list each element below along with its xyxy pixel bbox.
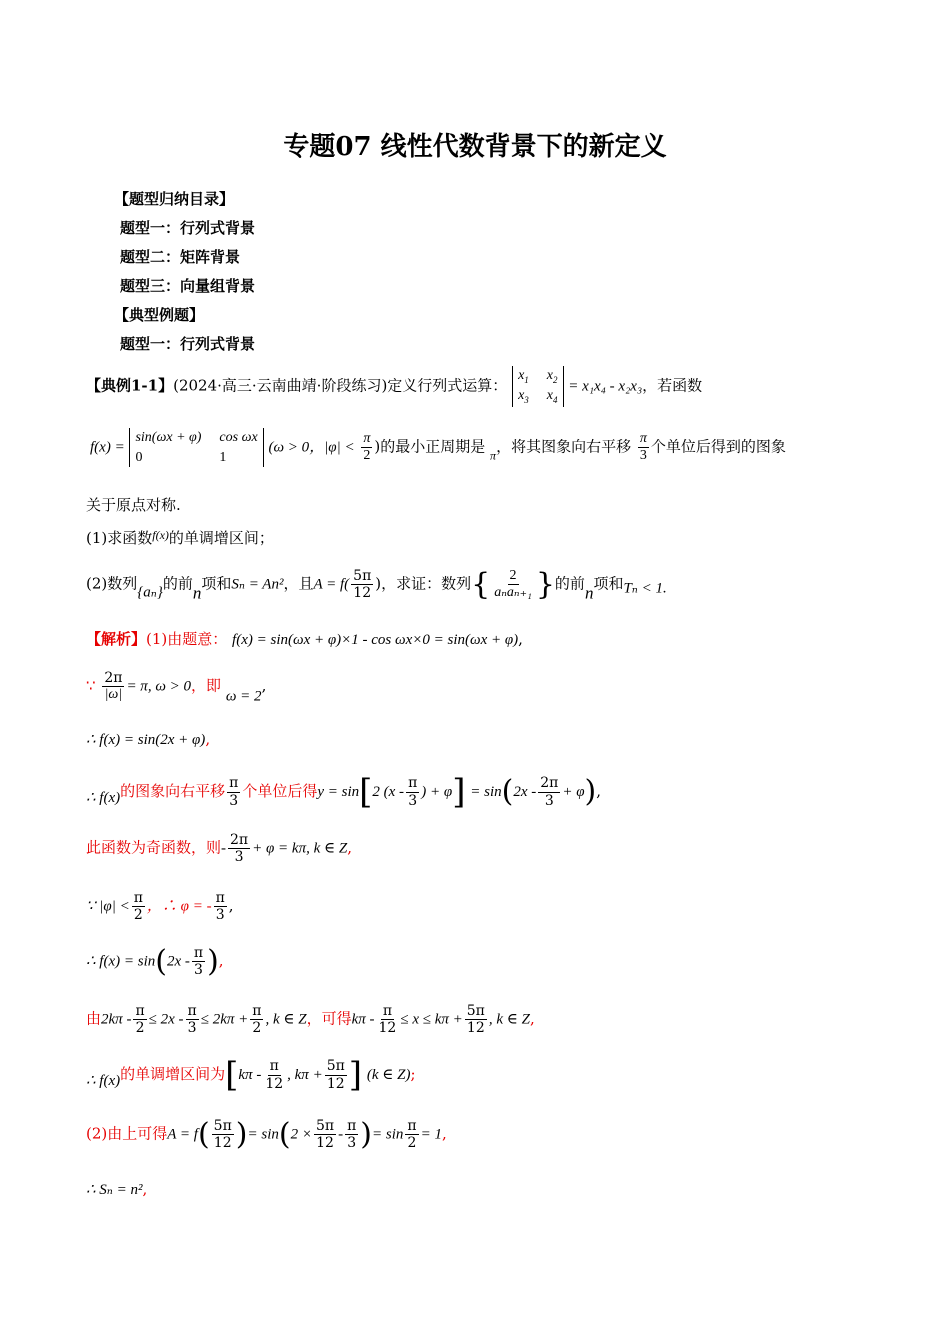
problem-line-1 — [86, 366, 702, 407]
solution-line-10: (2)由上可得A = f( $\frac{5\pi}{12}$ )= sin(2 × $\frac{5\pi}{12}$ - $\frac{\pi}{3}$ )= sin $\frac{\pi}{2}$ = 1, — [86, 1116, 447, 1152]
solution-line-5: 此函数为奇函数，则- $\frac{2\pi}{3}$ + φ = kπ, k ∈ Z, — [86, 832, 352, 866]
solution-line-1: 【解析】(1)由题意： f(x) = sin(ωx + φ)×1 - cos ωx×0 = sin(ωx + φ), — [86, 630, 523, 648]
section-heading: 题型一：行列式背景 — [120, 335, 256, 353]
sequence-fraction: $\frac{2}{\text{aₙaₙ₊₁}}$ — [494, 568, 532, 601]
toc-item-3: 题型三：向量组背景 — [120, 277, 256, 295]
period-value: π — [490, 448, 497, 463]
fx-determinant — [129, 428, 263, 467]
question-2: (2)数列{aₙ}的前n项和Sₙ = An²，且A = f( $\frac{5\pi}{12}$ )，求证：数列{ $\frac{2}{\text{aₙaₙ₊₁}}$ }的前n项和Tₙ < 1. — [86, 566, 667, 603]
question-1: (1)求函数$^{f(x)}$的单调增区间； — [86, 528, 274, 547]
solution-line-4: ∴ f(x)的图象向右平移 $\frac{\pi}{3}$ 个单位后得y = sin[2 (x - $\frac{\pi}{3}$ ) + φ] = sin(2x - $\frac{2\pi}{3}$ + φ), — [86, 772, 602, 812]
solution-line-6: ∵ |φ| < $\frac{\pi}{2}$ ，∴ φ = - $\frac{\pi}{3}$ , — [86, 890, 234, 924]
solution-label: 【解析】 — [86, 630, 147, 648]
five-pi-twelfth-fraction: $\frac{5\pi}{12}$ — [353, 568, 372, 602]
solution-line-9: ∴ f(x)的单调增区间为[kπ - $\frac{\pi}{12}$ , kπ + $\frac{5\pi}{12}$ ] (k ∈ Z); — [86, 1055, 416, 1095]
problem-line-2 — [90, 428, 786, 467]
solution-line-8: 由2kπ - $\frac{\pi}{2}$ ≤ 2x - $\frac{\pi}{3}$ ≤ 2kπ + $\frac{\pi}{2}$ , k ∈ Z，可得kπ - $\frac{\pi}{12}$ ≤ x ≤ kπ + $\frac{5\pi}{12}$ , k ∈ Z, — [86, 1003, 535, 1037]
det-cell-1: sin(ωx + φ) — [135, 430, 202, 445]
shift-tail: 个单位后得到的图象 — [650, 437, 786, 456]
toc-header: 【题型归纳目录】 — [114, 190, 235, 208]
toc-item-1: 题型一：行列式背景 — [120, 219, 256, 237]
solution-line-7: ∴ f(x) = sin(2x - $\frac{\pi}{3}$ ), — [86, 943, 224, 979]
det-cell-4: 1 — [219, 449, 227, 465]
shift-text: ，将其图象向右平移 — [496, 437, 632, 456]
det-definition: $x_1$ $x_2$ $x_3$ $x_4$ — [512, 366, 563, 407]
period-text: )的最小正周期是 — [374, 437, 486, 456]
condition-phi: ，|φ| < — [309, 439, 355, 456]
condition-omega: (ω > 0 — [268, 439, 310, 456]
solution-line-2: ∵ $\frac{2\pi}{|\omega|}$ = π, ω > 0，即 ω = 2, — [86, 670, 267, 705]
page-title: 专题07 线性代数背景下的新定义 — [283, 132, 667, 162]
problem-source: (2024·高三·云南曲靖·阶段练习)定义行列式运算： — [173, 376, 508, 395]
solution-line-3: ∴ f(x) = sin(2x + φ), — [86, 730, 211, 748]
example-header: 【典型例题】 — [114, 306, 205, 324]
if-function-text: ，若函数 — [642, 376, 703, 395]
pi-third-fraction: $\frac{\pi}{3}$ — [639, 431, 647, 464]
problem-label: 【典例1-1】 — [86, 376, 174, 395]
problem-line-3: 关于原点对称. — [86, 496, 181, 514]
fx-lhs: f(x) = — [90, 439, 125, 456]
det-cell-2: cos ωx — [219, 430, 258, 445]
solution-line-11: ∴ Sₙ = n², — [86, 1180, 148, 1198]
pi-half-fraction: $\frac{\pi}{2}$ — [363, 431, 371, 464]
det-cell-3: 0 — [135, 449, 143, 465]
toc-item-2: 题型二：矩阵背景 — [120, 248, 241, 266]
det-definition-rhs: = x₁x₄ - x₂x₃ — [568, 378, 643, 395]
two-pi-over-omega: $\frac{2\pi}{|\omega|}$ — [104, 670, 123, 703]
